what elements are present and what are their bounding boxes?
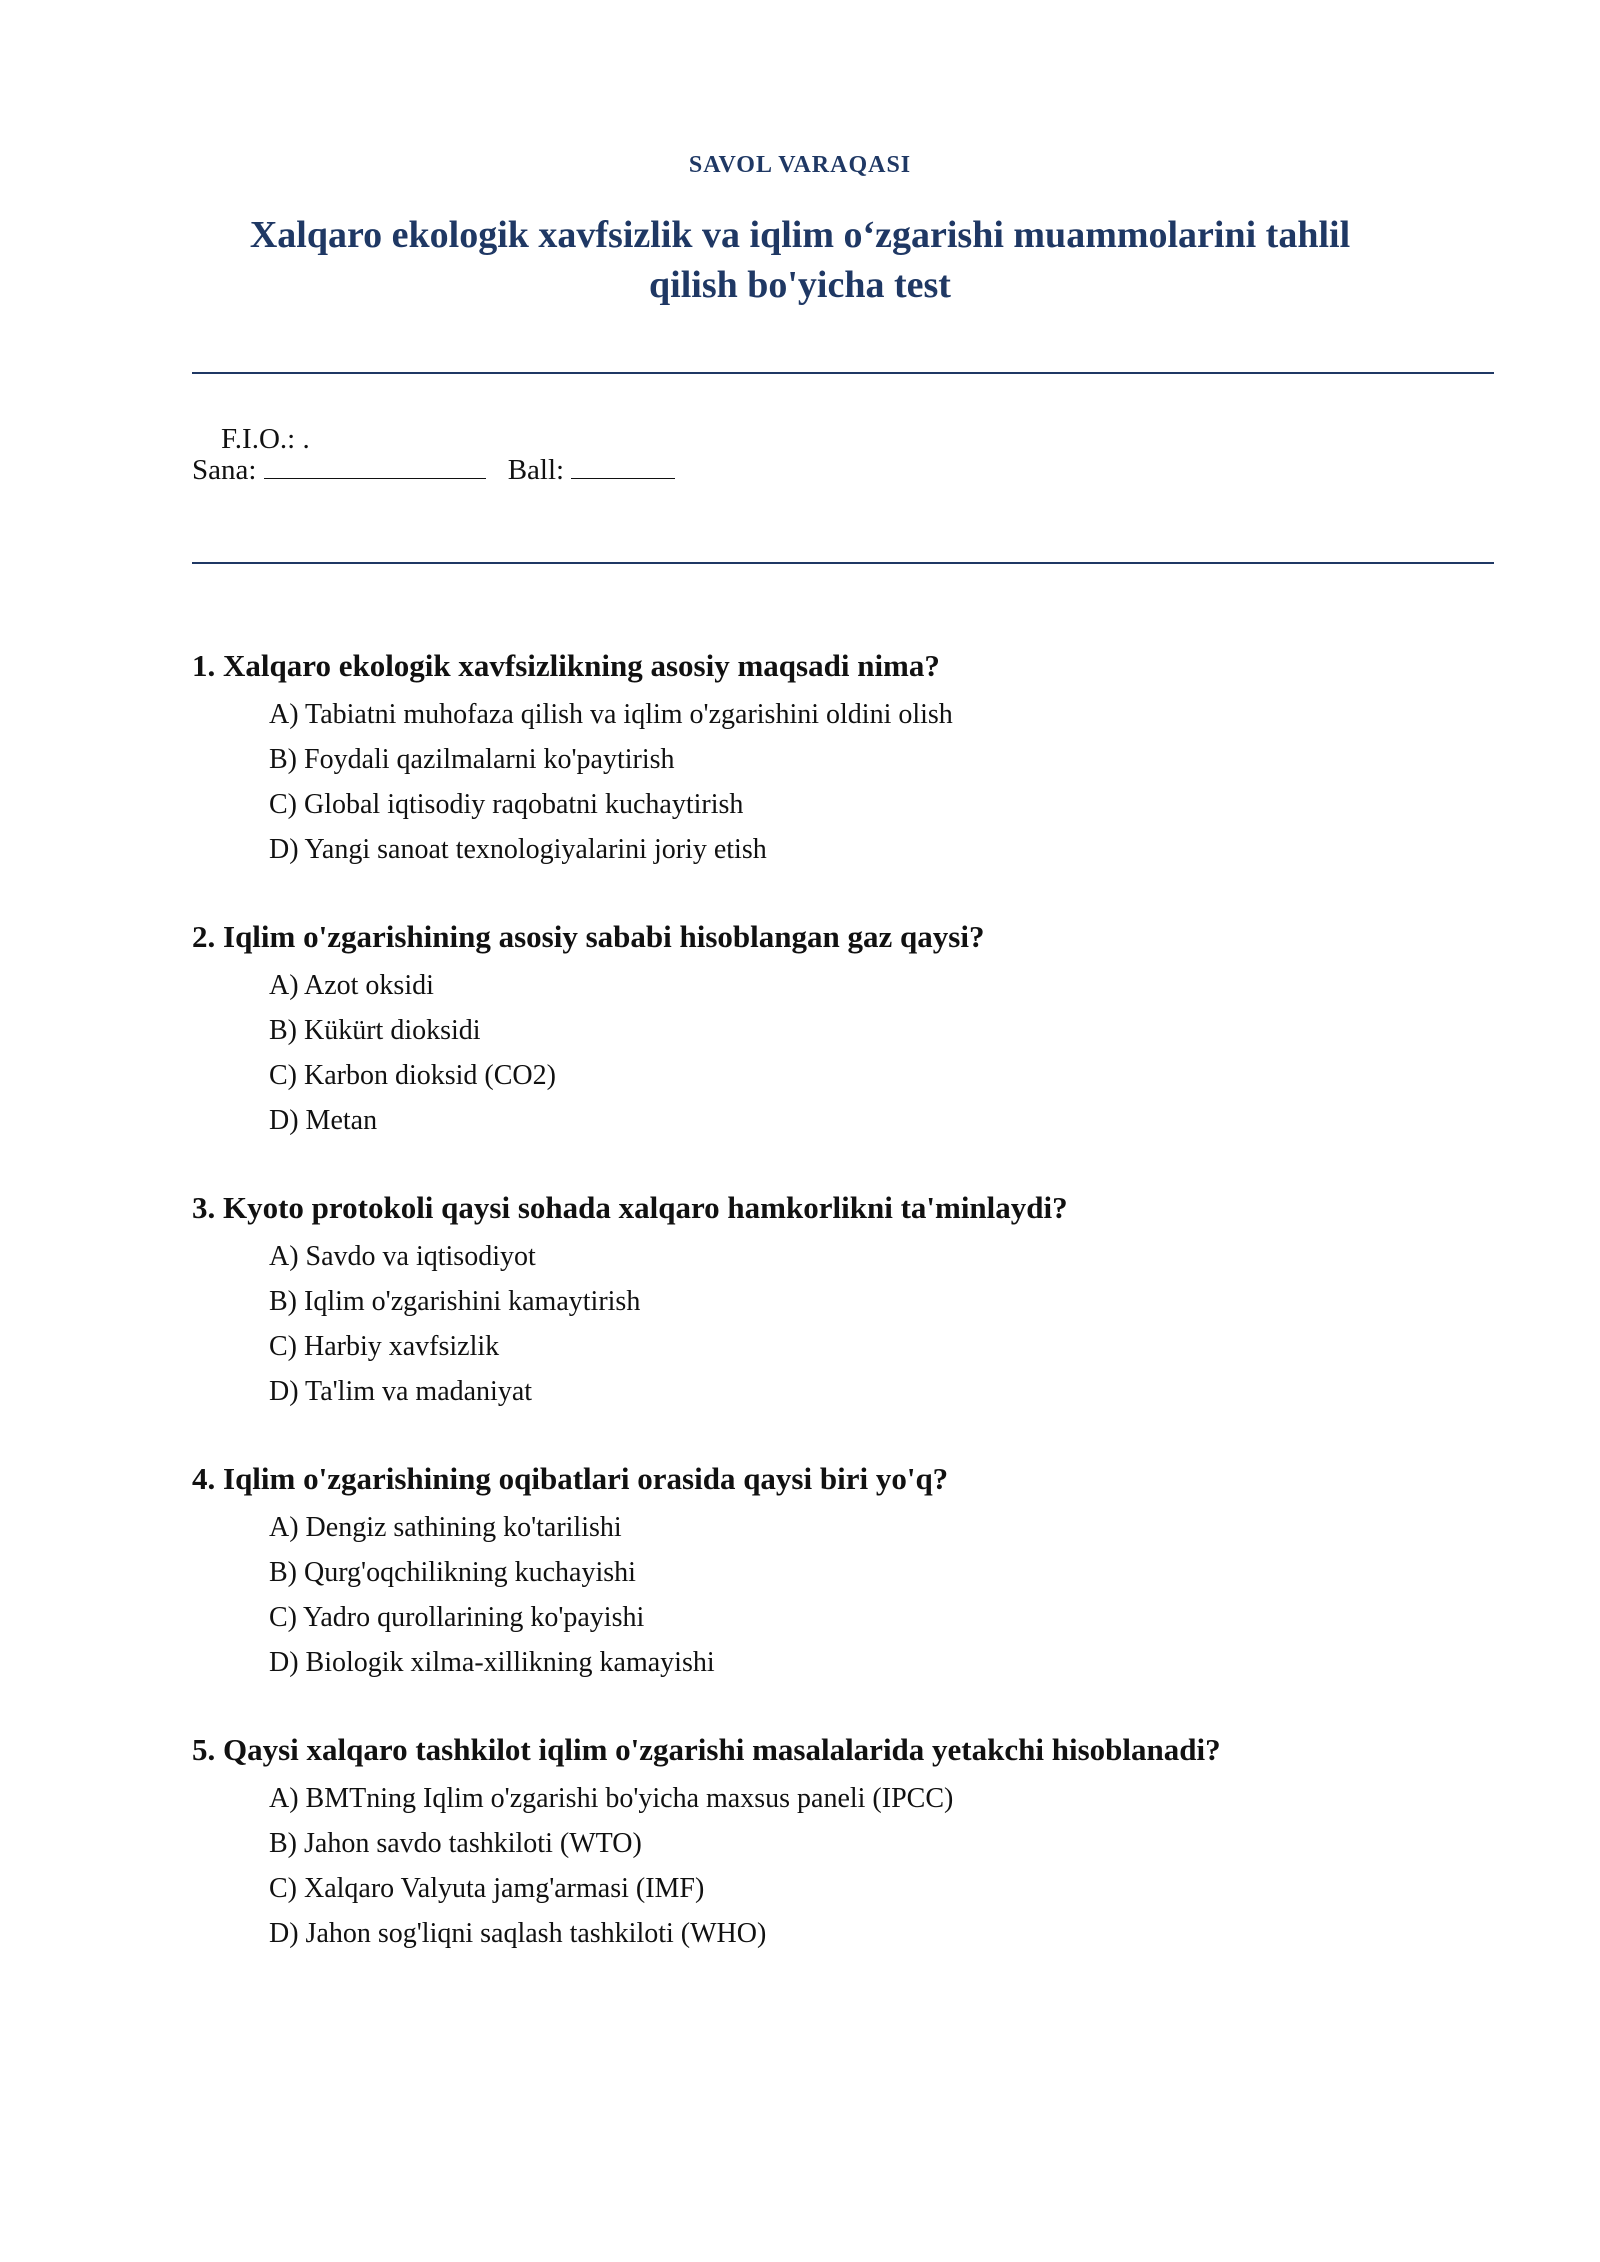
answer-option: C) Harbiy xavfsizlik [269, 1331, 500, 1362]
answer-option: C) Xalqaro Valyuta jamg'armasi (IMF) [269, 1873, 705, 1904]
date-blank [264, 452, 486, 479]
question-block [192, 644, 1502, 872]
answer-option: D) Jahon sog'liqni saqlash tashkiloti (WHO) [269, 1918, 767, 1949]
answer-option: C) Karbon dioksid (CO2) [269, 1060, 556, 1091]
answer-option: C) Global iqtisodiy raqobatni kuchaytirish [269, 789, 744, 820]
answer-option: B) Kükürt dioksidi [269, 1015, 481, 1046]
answer-option: B) Foydali qazilmalarni ko'paytirish [269, 744, 675, 775]
answer-option: D) Biologik xilma-xillikning kamayishi [269, 1647, 715, 1678]
form-divider [192, 562, 1494, 564]
header-divider [192, 372, 1494, 374]
answer-option: B) Jahon savdo tashkiloti (WTO) [269, 1828, 642, 1859]
answer-option: A) Savdo va iqtisodiyot [269, 1241, 536, 1272]
answer-option: C) Yadro qurollarining ko'payishi [269, 1602, 645, 1633]
answer-option: D) Yangi sanoat texnologiyalarini joriy etish [269, 834, 767, 865]
question-text: 3. Kyoto protokoli qaysi sohada xalqaro hamkorlikni ta'minlaydi? [192, 1190, 1068, 1225]
answer-option: B) Iqlim o'zgarishini kamaytirish [269, 1286, 641, 1317]
question-list [192, 644, 1502, 1999]
date-label: Sana: [192, 454, 257, 486]
question-text: 2. Iqlim o'zgarishining asosiy sababi hisoblangan gaz qaysi? [192, 919, 985, 954]
question-text: 5. Qaysi xalqaro tashkilot iqlim o'zgarishi masalalarida yetakchi hisoblanadi? [192, 1732, 1221, 1767]
document-kicker: SAVOL VARAQASI [688, 152, 912, 178]
fio-label: F.I.O.: . [221, 423, 310, 455]
answer-option: B) Qurg'oqchilikning kuchayishi [269, 1557, 636, 1588]
question-text: 1. Xalqaro ekologik xavfsizlikning asosiy maqsadi nima? [192, 648, 940, 683]
score-blank [571, 452, 675, 479]
answer-option: D) Ta'lim va madaniyat [269, 1376, 533, 1407]
question-block [192, 1457, 1502, 1685]
question-block [192, 1186, 1502, 1414]
score-label: Ball: [507, 454, 565, 486]
question-block [192, 1728, 1502, 1956]
answer-option: A) Tabiatni muhofaza qilish va iqlim o'zgarishini oldini olish [269, 699, 953, 730]
question-block [192, 915, 1502, 1143]
document-title: Xalqaro ekologik xavfsizlik va iqlim o‘zgarishi muammolarini tahlil qilish bo'yicha test [249, 214, 1351, 306]
answer-option: A) BMTning Iqlim o'zgarishi bo'yicha maxsus paneli (IPCC) [269, 1783, 954, 1814]
answer-option: A) Dengiz sathining ko'tarilishi [269, 1512, 622, 1543]
answer-option: D) Metan [269, 1105, 378, 1136]
date-score-row [192, 452, 675, 487]
answer-option: A) Azot oksidi [269, 970, 434, 1001]
question-text: 4. Iqlim o'zgarishining oqibatlari orasida qaysi biri yo'q? [192, 1461, 949, 1496]
